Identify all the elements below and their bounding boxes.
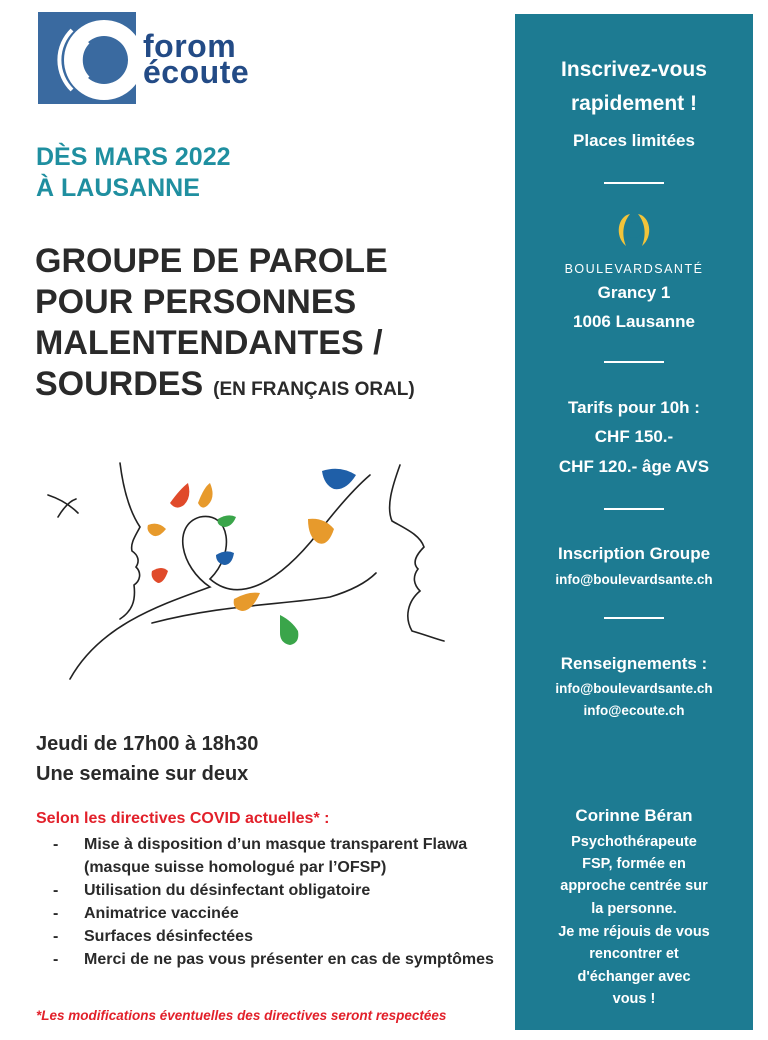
title-line-4-text: SOURDES xyxy=(35,365,204,403)
tarifs-heading: Tarifs pour 10h : xyxy=(568,398,700,417)
divider xyxy=(604,182,664,184)
logo-text-ecoute: écoute xyxy=(143,54,250,90)
places-limited: Places limitées xyxy=(573,131,695,150)
bullet-dash: - xyxy=(53,882,59,899)
register-heading-1: Inscrivez-vous xyxy=(561,58,707,81)
facilitator-bio-line: d'échanger avec xyxy=(577,969,691,985)
tarif-standard: CHF 150.- xyxy=(594,427,674,446)
title-line-4 xyxy=(35,364,415,410)
covid-rule-text: Animatrice vaccinée xyxy=(84,905,239,922)
covid-rule-item xyxy=(36,902,506,925)
logo-text-forom: forom xyxy=(143,28,237,64)
facilitator-bio-line: Psychothérapeute xyxy=(571,834,697,850)
inscription-email-link[interactable]: info@boulevardsante.ch xyxy=(555,572,713,587)
facilitator-bio-line: FSP, formée en xyxy=(582,856,686,872)
covid-footnote: *Les modifications éventuelles des directives seront respectées xyxy=(36,1008,447,1023)
bullet-dash: - xyxy=(53,951,59,968)
facilitator-bio-line: la personne. xyxy=(591,901,677,917)
covid-rule-item xyxy=(36,833,506,879)
ear-waves-icon xyxy=(38,12,136,104)
facilitator-bio-line: vous ! xyxy=(612,991,656,1007)
title-line-1: GROUPE DE PAROLE xyxy=(35,242,388,280)
covid-rule-text: Merci de ne pas vous présenter en cas de symptômes xyxy=(84,951,494,968)
covid-rule-item xyxy=(36,948,506,971)
boulevard-sante-logo-text: BOULEVARDSANTÉ xyxy=(564,262,704,276)
covid-rule-text: Utilisation du désinfectant obligatoire xyxy=(84,882,371,899)
address-city: 1006 Lausanne xyxy=(573,312,695,331)
title-line-3: MALENTENDANTES / xyxy=(35,324,383,362)
start-date: DÈS MARS 2022 xyxy=(36,143,231,171)
boulevard-sante-logo-icon xyxy=(612,210,656,252)
divider xyxy=(604,617,664,619)
covid-heading: Selon les directives COVID actuelles* : xyxy=(36,810,330,827)
meeting-time: Jeudi de 17h00 à 18h30 xyxy=(36,733,259,755)
covid-rule-item xyxy=(36,925,506,948)
facilitator-name: Corinne Béran xyxy=(575,806,693,825)
covid-rule-text: Mise à disposition d’un masque transparent Flawa (masque suisse homologué par l’OFSP) xyxy=(84,836,468,876)
renseignements-email-link-1[interactable]: info@boulevardsante.ch xyxy=(555,681,713,696)
faces-illustration xyxy=(40,455,480,680)
bullet-dash: - xyxy=(53,836,59,853)
inscription-heading: Inscription Groupe xyxy=(557,544,711,563)
bullet-dash: - xyxy=(53,905,59,922)
location: À LAUSANNE xyxy=(36,174,200,202)
facilitator-bio-line: Je me réjouis de vous xyxy=(558,924,710,940)
color-droplets xyxy=(148,469,357,645)
register-heading-2: rapidement ! xyxy=(570,92,698,115)
bullet-dash: - xyxy=(53,928,59,945)
meeting-frequency: Une semaine sur deux xyxy=(36,763,249,785)
logo-mark xyxy=(38,12,136,104)
address-street: Grancy 1 xyxy=(597,283,671,302)
facilitator-bio-line: approche centrée sur xyxy=(560,878,708,894)
language-note: (EN FRANÇAIS ORAL) xyxy=(213,379,415,400)
divider xyxy=(604,508,664,510)
facilitator-bio-line: rencontrer et xyxy=(589,946,679,962)
renseignements-heading: Renseignements : xyxy=(560,654,708,673)
covid-rule-text: Surfaces désinfectées xyxy=(84,928,253,945)
tarif-avs: CHF 120.- âge AVS xyxy=(558,457,710,476)
covid-rules-list xyxy=(36,833,506,971)
renseignements-email-link-2[interactable]: info@ecoute.ch xyxy=(583,703,685,718)
info-side-panel xyxy=(515,14,753,1030)
covid-rule-item xyxy=(36,879,506,902)
title-line-2: POUR PERSONNES xyxy=(35,283,357,321)
divider xyxy=(604,361,664,363)
